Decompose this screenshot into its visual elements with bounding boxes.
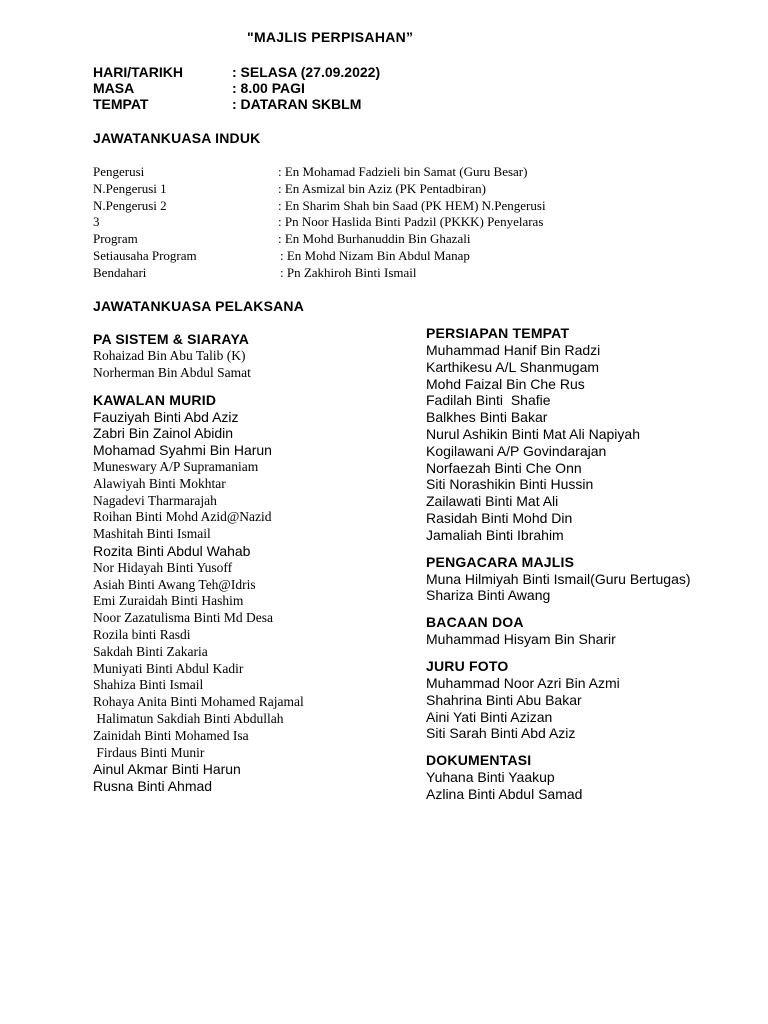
induk-value: : En Mohd Burhanuddin Bin Ghazali <box>278 231 471 247</box>
committee-group-kawalan-murid <box>93 392 304 795</box>
info-label: HARI/TARIKH <box>93 64 183 80</box>
member-name: Kogilawani A/P Govindarajan <box>426 442 607 459</box>
committee-group-juru-foto <box>426 658 691 742</box>
member-name: Halimatun Sakdiah Binti Abdullah <box>93 710 284 726</box>
member-name: Nor Hidayah Binti Yusoff <box>93 559 233 575</box>
induk-committee-table <box>93 164 546 282</box>
member-name: Mashitah Binti Ismail <box>93 526 211 542</box>
info-label: TEMPAT <box>93 96 149 112</box>
event-info <box>93 64 380 112</box>
committee-group-persiapan-tempat <box>426 325 691 544</box>
member-name: Rasidah Binti Mohd Din <box>426 509 573 526</box>
member-name: Zabri Bin Zainol Abidin <box>93 425 234 442</box>
group-heading: DOKUMENTASI <box>426 752 532 769</box>
member-name: Rozita Binti Abdul Wahab <box>93 542 251 559</box>
member-name: Alawiyah Binti Mokhtar <box>93 475 226 491</box>
member-name: Rusna Binti Ahmad <box>93 778 213 795</box>
member-name: Aini Yati Binti Azizan <box>426 708 553 725</box>
pelaksana-heading: JAWATANKUASA PELAKSANA <box>93 298 305 314</box>
info-value: : DATARAN SKBLM <box>232 96 362 112</box>
committee-group-pengacara-majlis <box>426 554 691 605</box>
member-name: Jamaliah Binti Ibrahim <box>426 526 564 543</box>
member-name: Muniyati Binti Abdul Kadir <box>93 660 244 676</box>
member-name: Norfaezah Binti Che Onn <box>426 459 582 476</box>
member-name: Rozila binti Rasdi <box>93 626 191 642</box>
document-title: "MAJLIS PERPISAHAN” <box>247 29 414 45</box>
induk-row <box>93 231 546 248</box>
induk-value: : Pn Zakhiroh Binti Ismail <box>280 264 417 280</box>
info-row-time <box>93 80 380 96</box>
member-name: Zainidah Binti Mohamed Isa <box>93 727 249 743</box>
group-heading: PA SISTEM & SIARAYA <box>93 331 250 347</box>
induk-role: Pengerusi <box>93 164 145 179</box>
member-name: Emi Zuraidah Binti Hashim <box>93 593 244 609</box>
member-name: Roihan Binti Mohd Azid@Nazid <box>93 509 272 525</box>
induk-role: N.Pengerusi 1 <box>93 180 167 196</box>
member-name: Shahiza Binti Ismail <box>93 677 204 693</box>
info-row-venue <box>93 96 380 112</box>
induk-row <box>93 248 546 265</box>
member-name: Rohaya Anita Binti Mohamed Rajamal <box>93 694 304 710</box>
committee-group-pa-sistem-siaraya <box>93 331 304 382</box>
induk-role: Program <box>93 231 138 247</box>
induk-role: N.Pengerusi 2 <box>93 197 167 213</box>
group-heading: BACAAN DOA <box>426 614 524 631</box>
member-name: Azlina Binti Abdul Samad <box>426 785 583 802</box>
committee-group-bacaan-doa <box>426 614 691 648</box>
member-name: Norherman Bin Abdul Samat <box>93 364 251 380</box>
member-name: Shariza Binti Awang <box>426 587 551 604</box>
member-name: Mohamad Syahmi Bin Harun <box>93 442 272 459</box>
induk-row <box>93 265 546 282</box>
group-heading: PENGACARA MAJLIS <box>426 553 575 570</box>
induk-value: : En Sharim Shah bin Saad (PK HEM) N.Pengerusi <box>278 197 546 213</box>
member-name: Muhammad Hisyam Bin Sharir <box>426 631 616 648</box>
member-name: Sakdah Binti Zakaria <box>93 643 208 659</box>
induk-row <box>93 214 546 231</box>
member-name: Siti Norashikin Binti Hussin <box>426 476 594 493</box>
member-name: Asiah Binti Awang Teh@Idris <box>93 576 256 592</box>
group-heading: JURU FOTO <box>426 657 509 674</box>
induk-value: : En Asmizal bin Aziz (PK Pentadbiran) <box>278 180 486 196</box>
info-value: : 8.00 PAGI <box>232 80 305 96</box>
member-name: Fauziyah Binti Abd Aziz <box>93 408 239 425</box>
induk-row <box>93 181 546 198</box>
member-name: Karthikesu A/L Shanmugam <box>426 358 600 375</box>
member-name: Siti Sarah Binti Abd Aziz <box>426 725 576 742</box>
member-name: Firdaus Binti Munir <box>93 744 205 760</box>
member-name: Muna Hilmiyah Binti Ismail(Guru Bertugas) <box>426 570 691 587</box>
right-committee-column <box>426 325 691 813</box>
induk-role: Bendahari <box>93 264 147 280</box>
member-name: Yuhana Binti Yaakup <box>426 769 555 786</box>
left-committee-column <box>93 331 304 805</box>
info-value: : SELASA (27.09.2022) <box>232 64 381 80</box>
induk-value: : En Mohamad Fadzieli bin Samat (Guru Besar) <box>278 164 528 179</box>
induk-role: 3 <box>93 214 100 230</box>
member-name: Balkhes Binti Bakar <box>426 409 548 426</box>
committee-group-dokumentasi <box>426 752 691 803</box>
member-name: Muhammad Hanif Bin Radzi <box>426 342 601 358</box>
member-name: Fadilah Binti Shafie <box>426 392 551 409</box>
member-name: Rohaizad Bin Abu Talib (K) <box>93 348 246 363</box>
member-name: Muneswary A/P Supramaniam <box>93 458 259 474</box>
member-name: Nurul Ashikin Binti Mat Ali Napiyah <box>426 425 640 442</box>
induk-heading: JAWATANKUASA INDUK <box>93 130 261 146</box>
group-heading: KAWALAN MURID <box>93 391 217 408</box>
member-name: Zailawati Binti Mat Ali <box>426 493 559 510</box>
group-heading: PERSIAPAN TEMPAT <box>426 325 570 341</box>
info-row-date <box>93 64 380 80</box>
induk-row <box>93 198 546 215</box>
induk-row <box>93 164 546 181</box>
member-name: Nagadevi Tharmarajah <box>93 492 217 508</box>
member-name: Noor Zazatulisma Binti Md Desa <box>93 610 273 626</box>
member-name: Muhammad Noor Azri Bin Azmi <box>426 674 620 691</box>
member-name: Ainul Akmar Binti Harun <box>93 761 241 778</box>
info-label: MASA <box>93 80 135 96</box>
member-name: Mohd Faizal Bin Che Rus <box>426 375 585 392</box>
induk-value: : Pn Noor Haslida Binti Padzil (PKKK) Penyelaras <box>278 214 544 230</box>
induk-value: : En Mohd Nizam Bin Abdul Manap <box>280 247 470 263</box>
induk-role: Setiausaha Program <box>93 247 197 263</box>
member-name: Shahrina Binti Abu Bakar <box>426 691 582 708</box>
